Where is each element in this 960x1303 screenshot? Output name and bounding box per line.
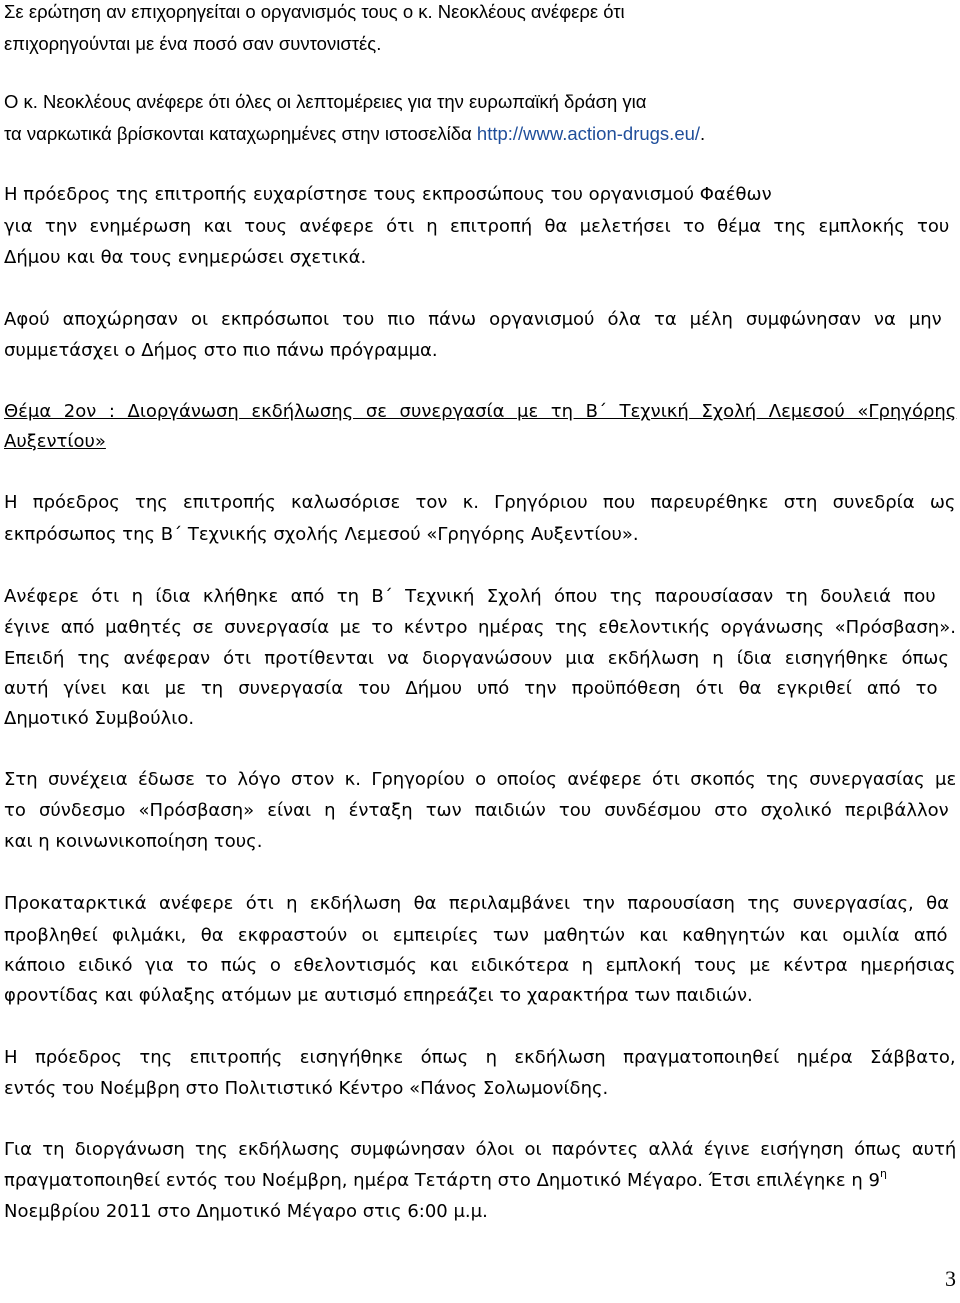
paragraph-line: Νοεμβρίου 2011 στο Δημοτικό Μέγαρο στις 6:00 μ.μ. bbox=[4, 1201, 488, 1222]
paragraph-line: Επειδή της ανέφεραν ότι προτίθενται να διοργανώσουν μια εκδήλωση η ίδια εισηγήθηκε όπως bbox=[4, 648, 949, 669]
paragraph-line: Ο κ. Νεοκλέους ανέφερε ότι όλες οι λεπτομέρειες για την ευρωπαϊκή δράση για bbox=[4, 91, 647, 112]
heading-line: Αυξεντίου» bbox=[4, 431, 106, 452]
paragraph-line: Στη συνέχεια έδωσε το λόγο στον κ. Γρηγορίου ο οποίος ανέφερε ότι σκοπός της συνεργασίας με bbox=[4, 769, 957, 790]
paragraph-line: Προκαταρκτικά ανέφερε ότι η εκδήλωση θα περιλαμβάνει την παρουσίαση της συνεργασίας, θα bbox=[4, 893, 950, 914]
paragraph-line: Σε ερώτηση αν επιχορηγείται ο οργανισμός τους ο κ. Νεοκλέους ανέφερε ότι bbox=[4, 1, 625, 22]
paragraph-line: Η πρόεδρος της επιτροπής καλωσόρισε τον κ. Γρηγόριου που παρευρέθηκε στη συνεδρία ως bbox=[4, 492, 956, 513]
paragraph-line: εκπρόσωπος της Β΄ Τεχνικής σχολής Λεμεσού «Γρηγόρης Αυξεντίου». bbox=[4, 524, 639, 545]
paragraph-line: το σύνδεσμο «Πρόσβαση» είναι η ένταξη των παιδιών του συνδέσμου στο σχολικό περιβάλλον bbox=[4, 800, 949, 821]
paragraph-line: Αφού αποχώρησαν οι εκπρόσωποι του πιο πάνω οργανισμού όλα τα μέλη συμφώνησαν να μην bbox=[4, 309, 942, 330]
paragraph-line: Η πρόεδρος της επιτροπής εισηγήθηκε όπως η εκδήλωση πραγματοποιηθεί ημέρα Σάββατο, bbox=[4, 1047, 956, 1068]
paragraph-line bbox=[4, 122, 705, 146]
page-number: 3 bbox=[945, 1266, 956, 1291]
paragraph-line: Ανέφερε ότι η ίδια κλήθηκε από τη Β΄ Τεχνική Σχολή όπου της παρουσίασαν τη δουλειά που bbox=[4, 586, 936, 607]
paragraph-line: Η πρόεδρος της επιτροπής ευχαρίστησε τους εκπροσώπους του οργανισμού Φαέθων bbox=[4, 184, 772, 205]
superscript-ordinal: η bbox=[879, 1167, 887, 1180]
paragraph-line: εντός του Νοέμβρη στο Πολιτιστικό Κέντρο «Πάνος Σολωμονίδης. bbox=[4, 1078, 609, 1099]
website-link[interactable]: http://www.action-drugs.eu/ bbox=[476, 123, 701, 144]
paragraph-line: έγινε από μαθητές σε συνεργασία με το κέντρο ημέρας της εθελοντικής οργάνωσης «Πρόσβαση». bbox=[4, 617, 956, 638]
paragraph-line: επιχορηγούνται με ένα ποσό σαν συντονιστές. bbox=[4, 33, 382, 54]
paragraph-line: Για τη διοργάνωση της εκδήλωσης συμφώνησαν όλοι οι παρόντες αλλά έγινε εισήγηση όπως αυτή bbox=[4, 1139, 957, 1160]
text-span: τα ναρκωτικά βρίσκονται καταχωρημένες στην ιστοσελίδα bbox=[4, 123, 477, 144]
paragraph-line: φροντίδας και φύλαξης ατόμων με αυτισμό επηρεάζει το χαρακτήρα των παιδιών. bbox=[4, 985, 753, 1006]
paragraph-line: Δήμου και θα τους ενημερώσει σχετικά. bbox=[4, 247, 367, 268]
paragraph-line: και η κοινωνικοποίηση τους. bbox=[4, 831, 263, 852]
paragraph-line: Δημοτικό Συμβούλιο. bbox=[4, 708, 195, 729]
paragraph-line: αυτή γίνει και με τη συνεργασία του Δήμου υπό την προϋπόθεση ότι θα εγκριθεί από το bbox=[4, 678, 938, 699]
paragraph-line: για την ενημέρωση και τους ανέφερε ότι η επιτροπή θα μελετήσει το θέμα της εμπλοκής του bbox=[4, 216, 950, 237]
heading-line: Θέμα 2ον : Διοργάνωση εκδήλωσης σε συνεργασία με τη Β΄ Τεχνική Σχολή Λεμεσού «Γρηγόρης bbox=[4, 401, 957, 422]
paragraph-line: προβληθεί φιλμάκι, θα εκφραστούν οι εμπειρίες των μαθητών και καθηγητών και ομιλία από bbox=[4, 925, 948, 946]
paragraph-line bbox=[4, 1169, 887, 1193]
paragraph-line: συμμετάσχει ο Δήμος στο πιο πάνω πρόγραμμα. bbox=[4, 340, 438, 361]
paragraph-line: κάποιο ειδικό για το πώς ο εθελοντισμός και ειδικότερα η εμπλοκή τους με κέντρα ημερήσιας bbox=[4, 955, 956, 976]
text-span: . bbox=[700, 123, 706, 144]
text-span: πραγματοποιηθεί εντός του Νοέμβρη, ημέρα Τετάρτη στο Δημοτικό Μέγαρο. Έτσι επιλέγηκε η 9 bbox=[4, 1170, 880, 1191]
